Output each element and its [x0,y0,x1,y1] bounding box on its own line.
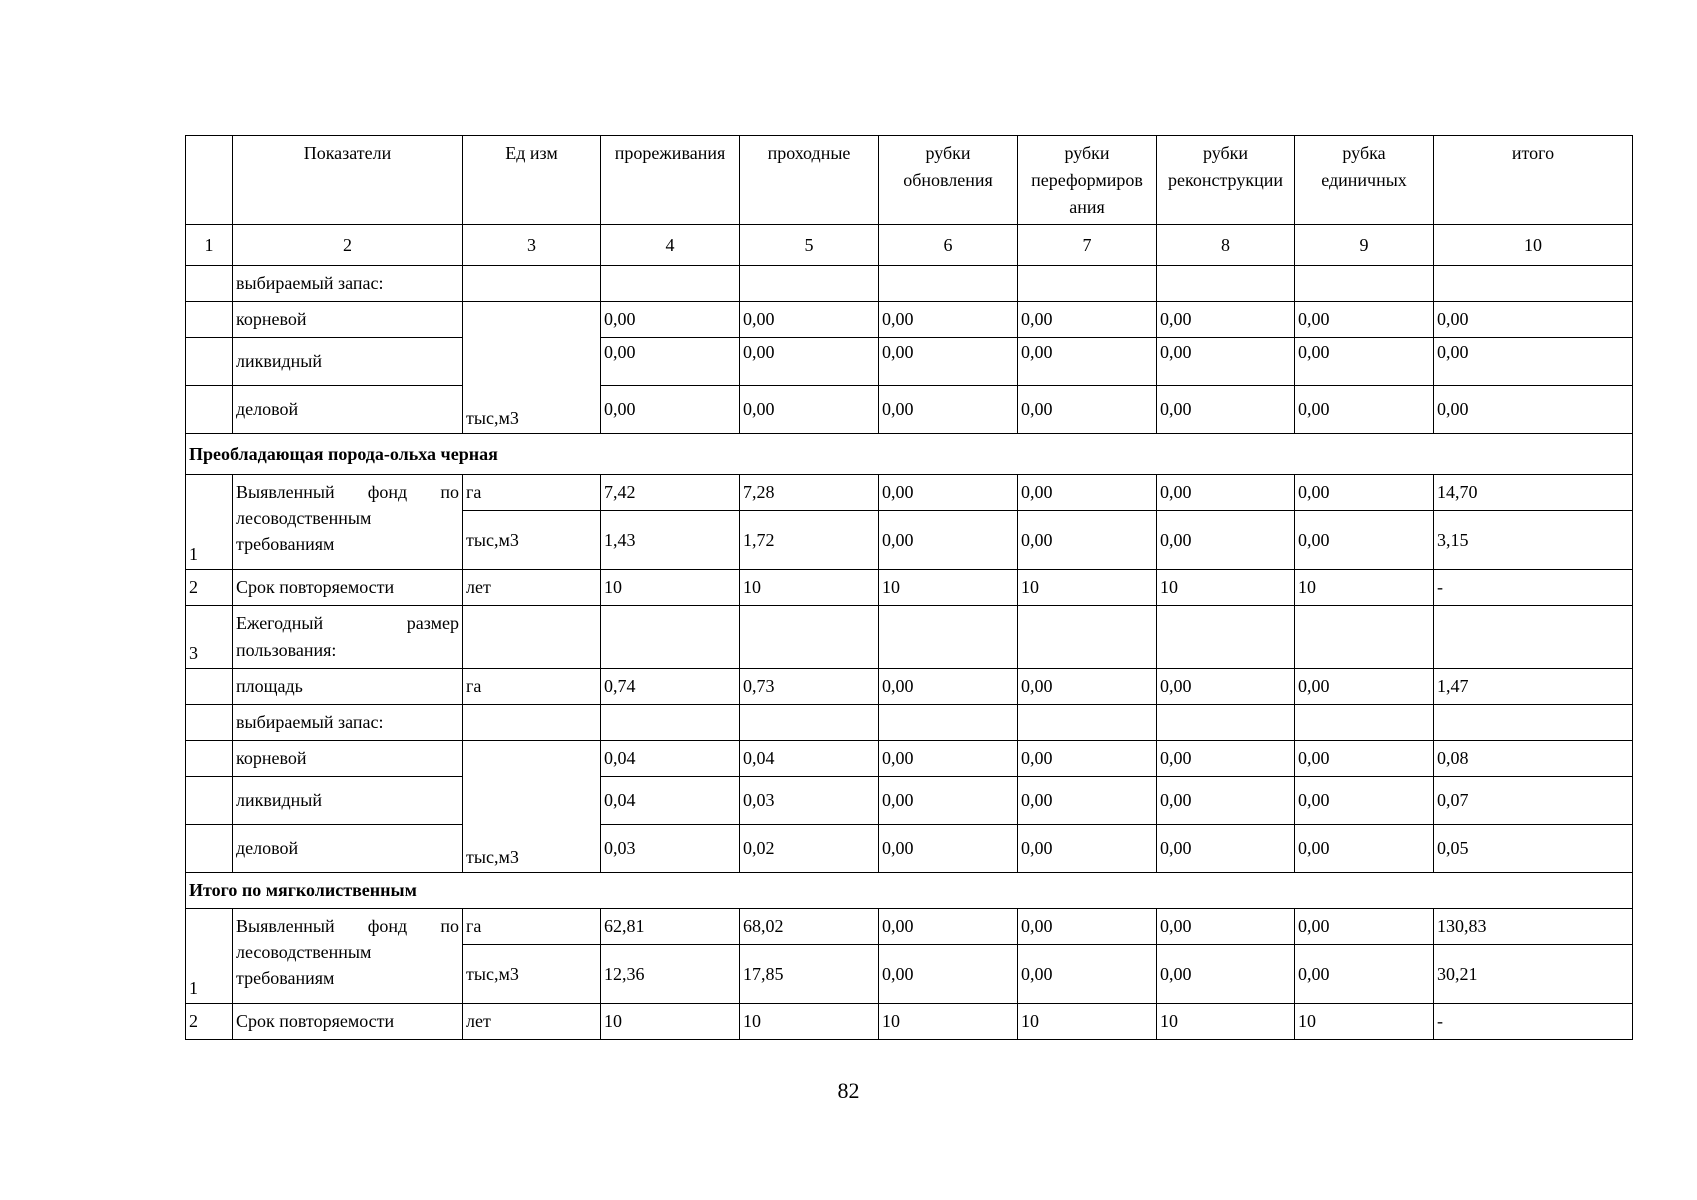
value-cell: 68,02 [740,909,879,945]
value-cell: 0,00 [1018,669,1157,705]
value-cell: 62,81 [601,909,740,945]
row-label: корневой [233,741,463,777]
row-number: 1 [186,909,233,1004]
header-cell: рубки обновления [879,136,1018,225]
table-row [186,606,1633,669]
value-cell: 10 [1157,1004,1295,1040]
value-cell: 0,00 [879,386,1018,434]
row-label: деловой [233,386,463,434]
value-cell: 0,00 [1018,777,1157,825]
value-cell: 0,04 [601,741,740,777]
value-cell: 7,28 [740,475,879,511]
value-cell: 10 [879,570,1018,606]
row-number: 3 [186,606,233,669]
unit-cell: лет [463,570,601,606]
value-cell: 0,00 [879,825,1018,873]
value-cell: 10 [601,1004,740,1040]
header-row [186,136,1633,225]
unit-cell: тыс,м3 [463,945,601,1004]
value-cell: 12,36 [601,945,740,1004]
table-row [186,475,1633,511]
table-row [186,386,1633,434]
value-cell: 0,04 [601,777,740,825]
value-cell: 0,00 [1157,777,1295,825]
value-cell: 10 [740,1004,879,1040]
value-cell: 0,00 [879,338,1018,386]
header-cell: Показатели [233,136,463,225]
column-number: 3 [463,225,601,266]
value-cell: 0,00 [1018,945,1157,1004]
value-cell: 0,00 [1018,825,1157,873]
unit-cell: га [463,669,601,705]
value-cell: 0,00 [1295,302,1434,338]
row-label: площадь [233,669,463,705]
row-number: 2 [186,570,233,606]
header-cell: рубка единичных [1295,136,1434,225]
column-number: 9 [1295,225,1434,266]
value-cell: 0,00 [1018,909,1157,945]
value-cell: 0,00 [1295,338,1434,386]
row-label: выбираемый запас: [233,705,463,741]
row-label: Выявленный фонд по лесоводственным требованиям [233,475,463,570]
value-cell: 0,00 [1157,825,1295,873]
column-number: 7 [1018,225,1157,266]
column-number-row [186,225,1633,266]
column-number: 4 [601,225,740,266]
value-cell: 0,00 [740,338,879,386]
value-cell: 10 [1018,570,1157,606]
page-number: 82 [837,1078,860,1103]
column-number: 10 [1434,225,1633,266]
value-cell: 0,00 [1157,741,1295,777]
header-cell: Ед изм [463,136,601,225]
total-cell: 0,08 [1434,741,1633,777]
unit-cell: лет [463,1004,601,1040]
value-cell: 0,00 [740,386,879,434]
value-cell: 0,00 [1295,909,1434,945]
value-cell: 10 [1018,1004,1157,1040]
value-cell: 0,00 [1018,741,1157,777]
unit-cell: тыс,м3 [463,511,601,570]
column-number: 5 [740,225,879,266]
value-cell: 10 [1295,1004,1434,1040]
value-cell: 17,85 [740,945,879,1004]
total-cell: 0,00 [1434,386,1633,434]
unit-cell: га [463,475,601,511]
value-cell: 0,00 [1018,302,1157,338]
row-label: ликвидный [233,777,463,825]
value-cell: 0,00 [879,741,1018,777]
column-number: 2 [233,225,463,266]
value-cell: 10 [1295,570,1434,606]
value-cell: 0,00 [879,909,1018,945]
column-number: 6 [879,225,1018,266]
value-cell: 0,00 [1295,777,1434,825]
total-cell: 14,70 [1434,475,1633,511]
row-label: Выявленный фонд по лесоводственным требованиям [233,909,463,1004]
value-cell: 10 [601,570,740,606]
total-cell: - [1434,1004,1633,1040]
total-cell: 130,83 [1434,909,1633,945]
section-row [186,873,1633,909]
table-row [186,909,1633,945]
header-cell: проходные [740,136,879,225]
row-number: 2 [186,1004,233,1040]
value-cell: 0,00 [1157,338,1295,386]
value-cell: 0,00 [1157,669,1295,705]
total-cell: - [1434,570,1633,606]
value-cell: 0,00 [879,777,1018,825]
value-cell: 7,42 [601,475,740,511]
table-row [186,1004,1633,1040]
unit-cell: тыс,м3 [463,302,601,434]
value-cell: 0,00 [879,511,1018,570]
value-cell: 0,02 [740,825,879,873]
total-cell: 0,00 [1434,338,1633,386]
value-cell: 10 [879,1004,1018,1040]
value-cell: 0,04 [740,741,879,777]
value-cell: 0,00 [1157,386,1295,434]
header-cell: прореживания [601,136,740,225]
row-label: выбираемый запас: [233,266,463,302]
value-cell: 0,00 [1157,909,1295,945]
value-cell: 10 [740,570,879,606]
value-cell: 0,00 [1157,475,1295,511]
value-cell: 0,00 [1295,475,1434,511]
value-cell: 0,00 [1295,669,1434,705]
column-number: 8 [1157,225,1295,266]
section-title: Преобладающая порода-ольха черная [186,434,1633,475]
table-row [186,777,1633,825]
total-cell: 30,21 [1434,945,1633,1004]
column-number: 1 [186,225,233,266]
row-label: корневой [233,302,463,338]
section-title: Итого по мягколиственным [186,873,1633,909]
table-row [186,825,1633,873]
row-label: Срок повторяемости [233,1004,463,1040]
header-cell: рубки реконструкции [1157,136,1295,225]
value-cell: 0,00 [740,302,879,338]
value-cell: 0,00 [1018,386,1157,434]
row-label: ликвидный [233,338,463,386]
value-cell: 1,43 [601,511,740,570]
value-cell: 0,00 [1295,511,1434,570]
value-cell: 0,03 [740,777,879,825]
value-cell: 0,00 [1295,945,1434,1004]
value-cell: 0,00 [1157,302,1295,338]
total-cell: 3,15 [1434,511,1633,570]
header-cell: рубки переформиров ания [1018,136,1157,225]
table-row [186,338,1633,386]
value-cell: 0,00 [1295,741,1434,777]
value-cell: 0,00 [879,669,1018,705]
value-cell: 0,00 [879,945,1018,1004]
value-cell: 0,74 [601,669,740,705]
value-cell: 10 [1157,570,1295,606]
total-cell: 1,47 [1434,669,1633,705]
table-row [186,570,1633,606]
table-row [186,266,1633,302]
header-cell: итого [1434,136,1633,225]
unit-cell: га [463,909,601,945]
row-label: деловой [233,825,463,873]
table-row [186,705,1633,741]
value-cell: 0,03 [601,825,740,873]
unit-cell: тыс,м3 [463,741,601,873]
value-cell: 1,72 [740,511,879,570]
table-row [186,741,1633,777]
value-cell: 0,00 [601,386,740,434]
value-cell: 0,73 [740,669,879,705]
section-row [186,434,1633,475]
total-cell: 0,00 [1434,302,1633,338]
row-number: 1 [186,475,233,570]
value-cell: 0,00 [1295,386,1434,434]
value-cell: 0,00 [1018,338,1157,386]
total-cell: 0,05 [1434,825,1633,873]
total-cell: 0,07 [1434,777,1633,825]
value-cell: 0,00 [1018,511,1157,570]
value-cell: 0,00 [601,338,740,386]
table-row [186,669,1633,705]
table-row [186,302,1633,338]
header-cell [186,136,233,225]
row-label: Срок повторяемости [233,570,463,606]
value-cell: 0,00 [1018,475,1157,511]
value-cell: 0,00 [1157,511,1295,570]
value-cell: 0,00 [601,302,740,338]
value-cell: 0,00 [1295,825,1434,873]
value-cell: 0,00 [879,475,1018,511]
value-cell: 0,00 [879,302,1018,338]
data-table [185,135,1633,1040]
row-label: Ежегодный размер пользования: [233,606,463,669]
value-cell: 0,00 [1157,945,1295,1004]
